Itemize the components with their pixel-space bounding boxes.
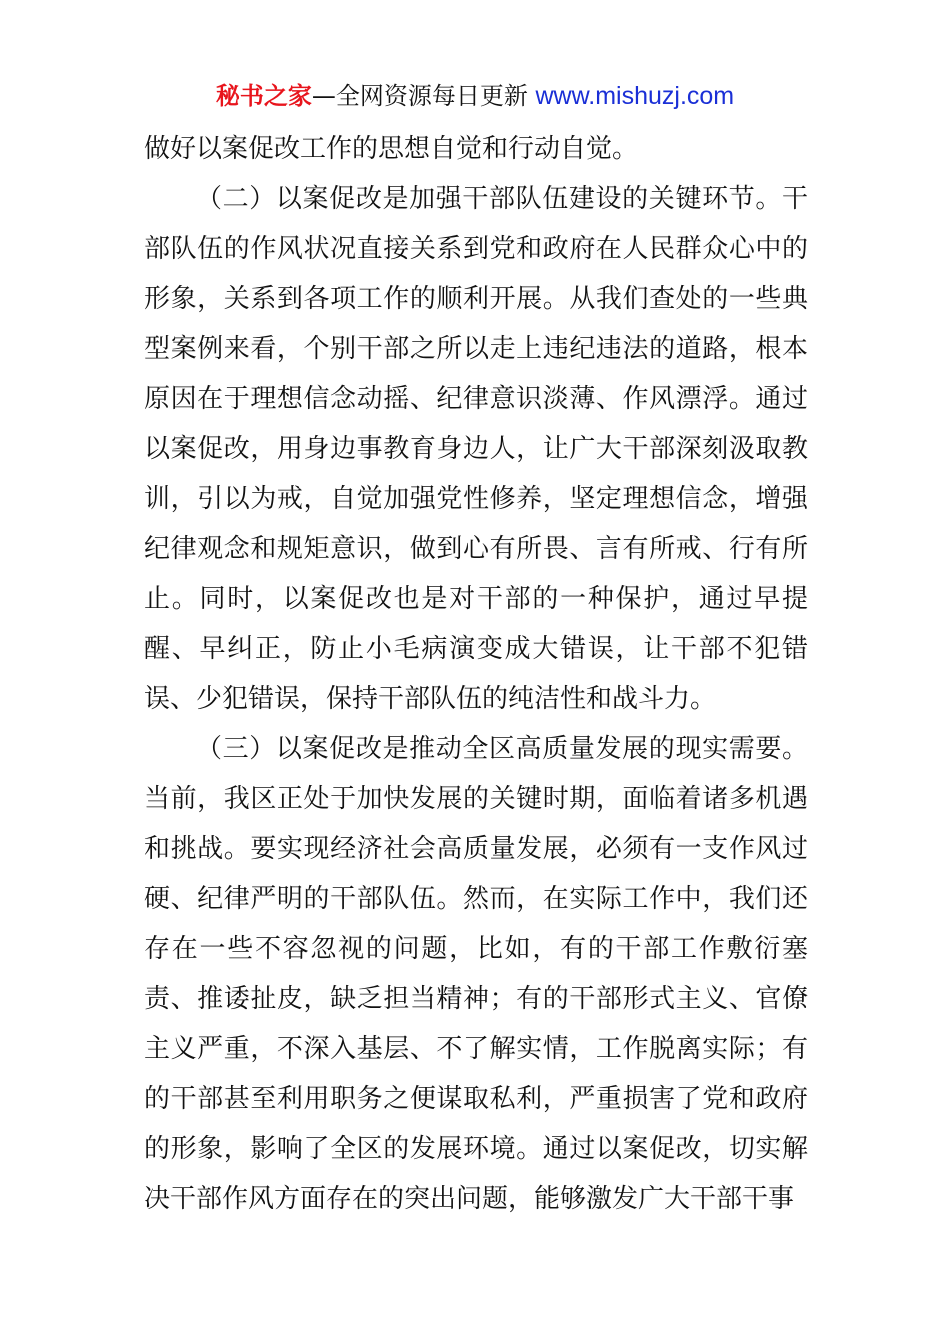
paragraph-section-2: （二）以案促改是加强干部队伍建设的关键环节。干部队伍的作风状况直接关系到党和政府在人民群众心中的形象，关系到各项工作的顺利开展。从我们查处的一些典型案例来看，个别干部之所以走上违纪违法的道路，根本原因在于理想信念动摇、纪律意识淡薄、作风漂浮。通过以案促改，用身边事教育身边人，让广大干部深刻汲取教训，引以为戒，自觉加强党性修养，坚定理想信念，增强纪律观念和规矩意识，做到心有所畏、言有所戒、行有所止。同时，以案促改也是对干部的一种保护，通过早提醒、早纠正，防止小毛病演变成大错误，让干部不犯错误、少犯错误，保持干部队伍的纯洁性和战斗力。: [144, 184, 808, 714]
site-header: [0, 78, 950, 114]
paragraph-section-3: （三）以案促改是推动全区高质量发展的现实需要。当前，我区正处于加快发展的关键时期，面临着诸多机遇和挑战。要实现经济社会高质量发展，必须有一支作风过硬、纪律严明的干部队伍。然而，在实际工作中，我们还存在一些不容忽视的问题，比如，有的干部工作敷衍塞责、推诿扯皮，缺乏担当精神；有的干部形式主义、官僚主义严重，不深入基层、不了解实情，工作脱离实际；有的干部甚至利用职务之便谋取私利，严重损害了党和政府的形象，影响了全区的发展环境。通过以案促改，切实解决干部作风方面存在的突出问题，能够激发广大干部干事: [144, 734, 808, 1214]
site-tagline: —全网资源每日更新: [311, 82, 528, 110]
document-body: [144, 124, 808, 1224]
paragraph-continuation: 做好以案促改工作的思想自觉和行动自觉。: [144, 134, 639, 164]
site-url-link[interactable]: www.mishuzj.com: [535, 82, 735, 110]
site-brand: 秘书之家: [215, 82, 312, 110]
